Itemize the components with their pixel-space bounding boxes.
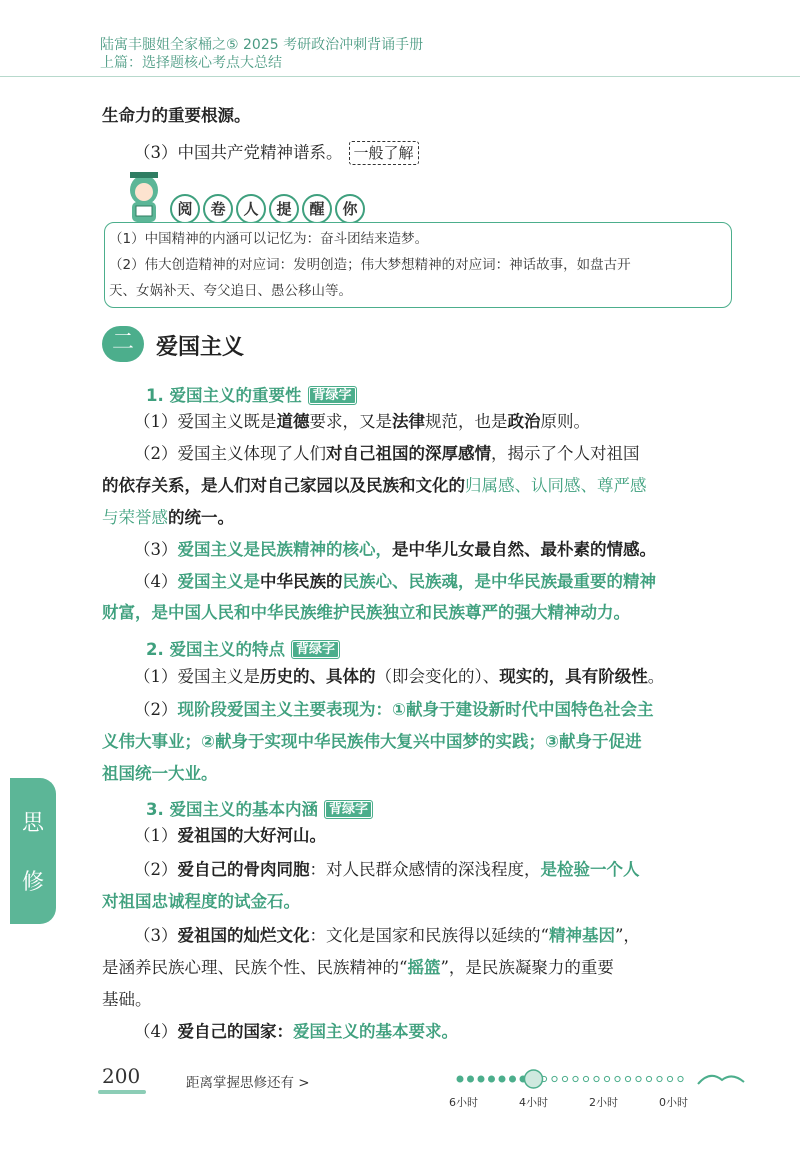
page-number: 200 xyxy=(102,1064,141,1088)
teacher-mascot-icon xyxy=(118,170,170,224)
progress-dot xyxy=(615,1076,620,1081)
para-2-2-line-3: 祖国统一大业。 xyxy=(102,764,218,783)
reminder-line-3: 天、女娲补天、夸父追日、愚公移山等。 xyxy=(109,283,352,299)
section-title: 爱国主义 xyxy=(156,335,245,360)
para-2-2-line-1: （2）现阶段爱国主义主要表现为：①献身于建设新时代中国特色社会主 xyxy=(134,700,654,719)
para-3-3-line-3: 基础。 xyxy=(102,990,152,1009)
para-1-2-line-2: 的依存关系，是人们对自己家园以及民族和文化的归属感、认同感、尊严感 xyxy=(102,476,647,495)
progress-track xyxy=(448,1066,748,1092)
progress-dot xyxy=(552,1076,557,1081)
progress-dot xyxy=(468,1076,474,1082)
para-1-3: （3）爱国主义是民族精神的核心，是中华儿女最自然、最朴素的情感。 xyxy=(134,540,656,559)
runner-icon xyxy=(525,1070,543,1088)
para-2-1: （1）爱国主义是历史的、具体的（即会变化的）、现实的，具有阶级性。 xyxy=(134,667,665,686)
page-number-underline xyxy=(98,1090,146,1094)
bird-icon xyxy=(698,1076,744,1084)
para-3-3-line-2: 是涵养民族心理、民族个性、民族精神的“摇篮”，是民族凝聚力的重要 xyxy=(102,958,614,977)
reminder-title: 阅 卷 人 提 醒 你 xyxy=(170,194,368,224)
progress-dot xyxy=(604,1076,609,1081)
para-3-1: （1）爱祖国的大好河山。 xyxy=(134,826,326,845)
para-1-1: （1）爱国主义既是道德要求，又是法律规范，也是政治原则。 xyxy=(134,412,590,431)
reminder-line-2: （2）伟大创造精神的对应词：发明创造；伟大梦想精神的对应词：神话故事，如盘古开 xyxy=(109,257,631,273)
progress-dot xyxy=(636,1076,641,1081)
progress-dot xyxy=(499,1076,505,1082)
tag-general-understanding: 一般了解 xyxy=(349,141,419,165)
badge-memorize-green: 背绿字 xyxy=(308,386,357,405)
subheading-basic-connotation: 3. 爱国主义的基本内涵 背绿字 xyxy=(146,796,373,820)
side-tab-sixiu: 思 修 xyxy=(10,778,56,924)
progress-dot xyxy=(562,1076,567,1081)
tick-6h: 6小时 xyxy=(449,1096,478,1109)
progress-dot xyxy=(573,1076,578,1081)
para-1-4-line-2: 财富，是中国人民和中华民族维护民族独立和民族尊严的强大精神动力。 xyxy=(102,603,630,622)
tick-2h: 2小时 xyxy=(589,1096,618,1109)
footer-progress-label: 距离掌握思修还有 > xyxy=(186,1075,310,1091)
progress-dot xyxy=(625,1076,630,1081)
progress-dot xyxy=(478,1076,484,1082)
badge-memorize-green: 背绿字 xyxy=(324,800,373,819)
para-1-2-line-3: 与荣誉感的统一。 xyxy=(102,508,234,527)
para-1-2-line-1: （2）爱国主义体现了人们对自己祖国的深厚感情，揭示了个人对祖国 xyxy=(134,444,640,463)
intro-line: 生命力的重要根源。 xyxy=(102,106,251,125)
progress-dot xyxy=(646,1076,651,1081)
progress-dot xyxy=(667,1076,672,1081)
reminder-box xyxy=(104,222,732,308)
progress-dot xyxy=(594,1076,599,1081)
para-3-3-line-1: （3）爱祖国的灿烂文化：文化是国家和民族得以延续的“精神基因”， xyxy=(134,926,640,945)
subheading-importance: 1. 爱国主义的重要性 背绿字 xyxy=(146,382,357,406)
section-number-badge: 二 xyxy=(102,326,144,362)
progress-dot xyxy=(510,1076,516,1082)
para-3-2-line-1: （2）爱自己的骨肉同胞：对人民群众感情的深浅程度，是检验一个人 xyxy=(134,860,640,879)
progress-dot xyxy=(583,1076,588,1081)
subheading-characteristics: 2. 爱国主义的特点 背绿字 xyxy=(146,636,340,660)
tick-0h: 0小时 xyxy=(659,1096,688,1109)
header-section-title: 上篇：选择题核心考点大总结 xyxy=(100,55,282,71)
header-divider xyxy=(0,76,800,77)
progress-dot xyxy=(457,1076,463,1082)
reminder-line-1: （1）中国精神的内涵可以记忆为：奋斗团结来造梦。 xyxy=(109,231,429,247)
progress-dots xyxy=(457,1076,683,1082)
badge-memorize-green: 背绿字 xyxy=(291,640,340,659)
progress-dot xyxy=(657,1076,662,1081)
intro-item-3: （3）中国共产党精神谱系。 一般了解 xyxy=(134,137,766,169)
para-2-2-line-2: 义伟大事业；②献身于实现中华民族伟大复兴中国梦的实践；③献身于促进 xyxy=(102,732,642,751)
tick-4h: 4小时 xyxy=(519,1096,548,1109)
progress-dot xyxy=(678,1076,683,1081)
header-book-title: 陆寓丰腿姐全家桶之⑤ 2025 考研政治冲刺背诵手册 xyxy=(100,37,424,53)
para-1-4-line-1: （4）爱国主义是中华民族的民族心、民族魂，是中华民族最重要的精神 xyxy=(134,572,656,591)
para-3-2-line-2: 对祖国忠诚程度的试金石。 xyxy=(102,892,300,911)
para-3-4: （4）爱自己的国家：爱国主义的基本要求。 xyxy=(134,1022,458,1041)
progress-dot xyxy=(489,1076,495,1082)
